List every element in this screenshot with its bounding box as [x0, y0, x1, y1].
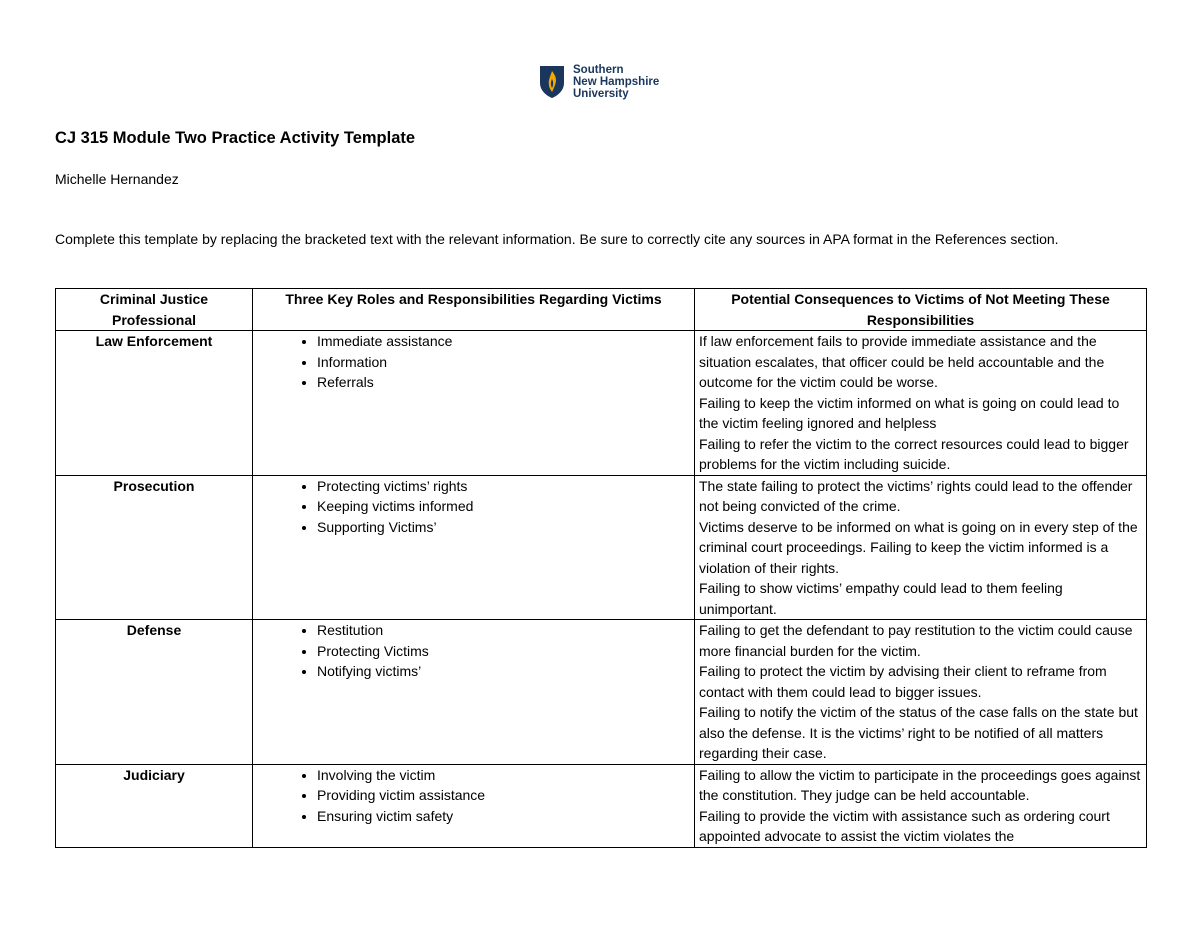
consequences-cell [695, 620, 1147, 765]
table-row [56, 620, 1147, 765]
role-item: • Information [317, 352, 690, 373]
consequence-text: Failing to notify the victim of the status of the case falls on the state but also the defense. It is the victims’ right to be notified of all matters regarding their case. [699, 704, 1138, 761]
consequence-text: Failing to allow the victim to participate in the proceedings goes against the constitution. They judge can be held accountable. [699, 766, 1141, 803]
logo-line-2: New Hampshire [573, 76, 660, 88]
logo-line-3: University [573, 88, 629, 100]
role-item: • Immediate assistance [317, 331, 690, 352]
role-item: • Notifying victims’ [317, 661, 690, 682]
consequence-text: Failing to protect the victim by advising their client to reframe from contact with them could lead to bigger issues. [699, 663, 1107, 700]
role-item: • Referrals [317, 372, 690, 393]
role-item: • Protecting victims’ rights [317, 476, 690, 497]
roles-table [55, 288, 1147, 848]
logo-wordmark [573, 64, 659, 100]
roles-cell [253, 331, 695, 476]
roles-list [257, 620, 690, 682]
role-item: • Keeping victims informed [317, 496, 690, 517]
professional-cell: Judiciary [56, 764, 253, 847]
role-item: • Supporting Victims’ [317, 517, 690, 538]
header-professional: Criminal Justice Professional [56, 289, 253, 331]
header-roles: Three Key Roles and Responsibilities Regarding Victims [253, 289, 695, 331]
professional-cell: Prosecution [56, 475, 253, 620]
role-item: • Providing victim assistance [317, 785, 690, 806]
author-name: Michelle Hernandez [55, 171, 179, 187]
document-title: CJ 315 Module Two Practice Activity Template [55, 129, 416, 147]
logo-line-1: Southern [573, 64, 624, 76]
consequence-text: Failing to show victims’ empathy could lead to them feeling unimportant. [699, 580, 1063, 617]
instructions-paragraph: Complete this template by replacing the bracketed text with the relevant information. Be sure to correctly cite any sources in APA format in the References section. [55, 231, 1059, 247]
header-consequences: Potential Consequences to Victims of Not Meeting These Responsibilities [695, 289, 1147, 331]
role-item: • Involving the victim [317, 765, 690, 786]
university-logo [539, 64, 659, 100]
consequence-text: Failing to provide the victim with assistance such as ordering court appointed advocate to assist the victim violates the [699, 807, 1110, 844]
role-item: • Protecting Victims [317, 641, 690, 662]
roles-list [257, 476, 690, 538]
table-header-row [56, 289, 1147, 331]
consequence-text: If law enforcement fails to provide immediate assistance and the situation escalates, that officer could be held accountable and the outcome for the victim could be worse. [699, 333, 1105, 390]
professional-cell: Defense [56, 620, 253, 765]
role-item: • Restitution [317, 620, 690, 641]
roles-cell [253, 620, 695, 765]
consequences-cell [695, 331, 1147, 476]
roles-cell [253, 475, 695, 620]
role-item: • Ensuring victim safety [317, 806, 690, 827]
table-row [56, 331, 1147, 476]
consequence-text: Failing to refer the victim to the correct resources could lead to bigger problems for the victim including suicide. [699, 435, 1129, 472]
roles-list [257, 331, 690, 393]
consequences-cell [695, 764, 1147, 847]
roles-list [257, 765, 690, 827]
consequence-text: Victims deserve to be informed on what is going on in every step of the criminal court proceedings. Failing to keep the victim informed is a violation of their rights. [699, 518, 1138, 576]
consequences-cell [695, 475, 1147, 620]
consequence-text: Failing to get the defendant to pay restitution to the victim could cause more financial burden for the victim. [699, 622, 1133, 659]
table-row [56, 475, 1147, 620]
roles-cell [253, 764, 695, 847]
consequence-text: Failing to keep the victim informed on what is going on could lead to the victim feeling ignored and helpless [699, 394, 1120, 431]
professional-cell: Law Enforcement [56, 331, 253, 476]
consequence-text: The state failing to protect the victims’ rights could lead to the offender not being convicted of the crime. [699, 477, 1133, 514]
table-row [56, 764, 1147, 847]
shield-flame-icon [539, 65, 565, 99]
